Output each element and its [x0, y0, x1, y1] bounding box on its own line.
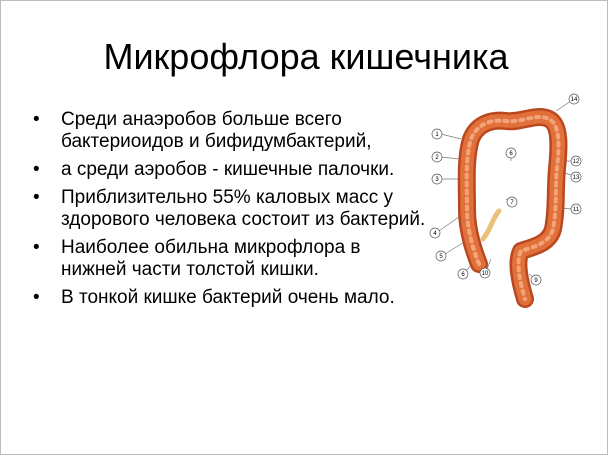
label-text: 6: [461, 272, 465, 278]
label-7: [507, 197, 517, 207]
bullet-item: [31, 237, 431, 281]
label-text: 2: [435, 155, 439, 161]
label-10: [480, 268, 490, 278]
label-text: 4: [433, 231, 437, 237]
label-9: [531, 275, 541, 285]
bullet-text: В тонкой кишке бактерий очень мало.: [61, 287, 395, 308]
bullet-list: [31, 109, 431, 315]
label-6: [506, 148, 516, 158]
label-text: 13: [572, 175, 580, 181]
label-1: [432, 129, 442, 139]
label-5: [436, 251, 446, 261]
bullet-item: [31, 109, 431, 153]
label-11: [571, 204, 581, 214]
label-14: [569, 94, 579, 104]
bullet-item: [31, 287, 431, 309]
label-text: 1: [435, 132, 439, 138]
label-text: 6: [509, 151, 513, 157]
label-text: 14: [570, 97, 578, 103]
label-text: 9: [534, 278, 538, 284]
label-4: [430, 228, 440, 238]
label-text: 7: [510, 200, 514, 206]
bullet-dot: •: [33, 187, 40, 208]
label-text: 11: [572, 207, 580, 213]
slide-title: Микрофлора кишечника: [103, 36, 509, 77]
bullet-dot: •: [33, 109, 40, 130]
label-text: 3: [435, 177, 439, 183]
label-text: 12: [572, 159, 580, 165]
bullet-dot: •: [33, 159, 40, 180]
bullet-text: Среди анаэробов больше всего бактериоидов и бифидумбактерий,: [61, 109, 372, 152]
label-3: [432, 174, 442, 184]
bullet-item: [31, 159, 431, 181]
label-text: 5: [439, 254, 443, 260]
bullet-item: [31, 187, 431, 231]
bullet-text: а среди аэробов - кишечные палочки.: [61, 159, 395, 180]
label-12: [571, 156, 581, 166]
bullet-dot: •: [33, 237, 40, 258]
colon-illustration-icon: [421, 89, 596, 314]
bullet-text: Приблизительно 55% каловых масс у здорового человека состоит из бактерий.: [61, 187, 426, 230]
bullet-dot: •: [33, 287, 40, 308]
label-text: 10: [481, 271, 489, 277]
label-6b: [458, 269, 468, 279]
label-13: [571, 172, 581, 182]
label-2: [432, 152, 442, 162]
bullet-text: Наиболее обильна микрофлора в нижней части толстой кишки.: [61, 237, 361, 280]
